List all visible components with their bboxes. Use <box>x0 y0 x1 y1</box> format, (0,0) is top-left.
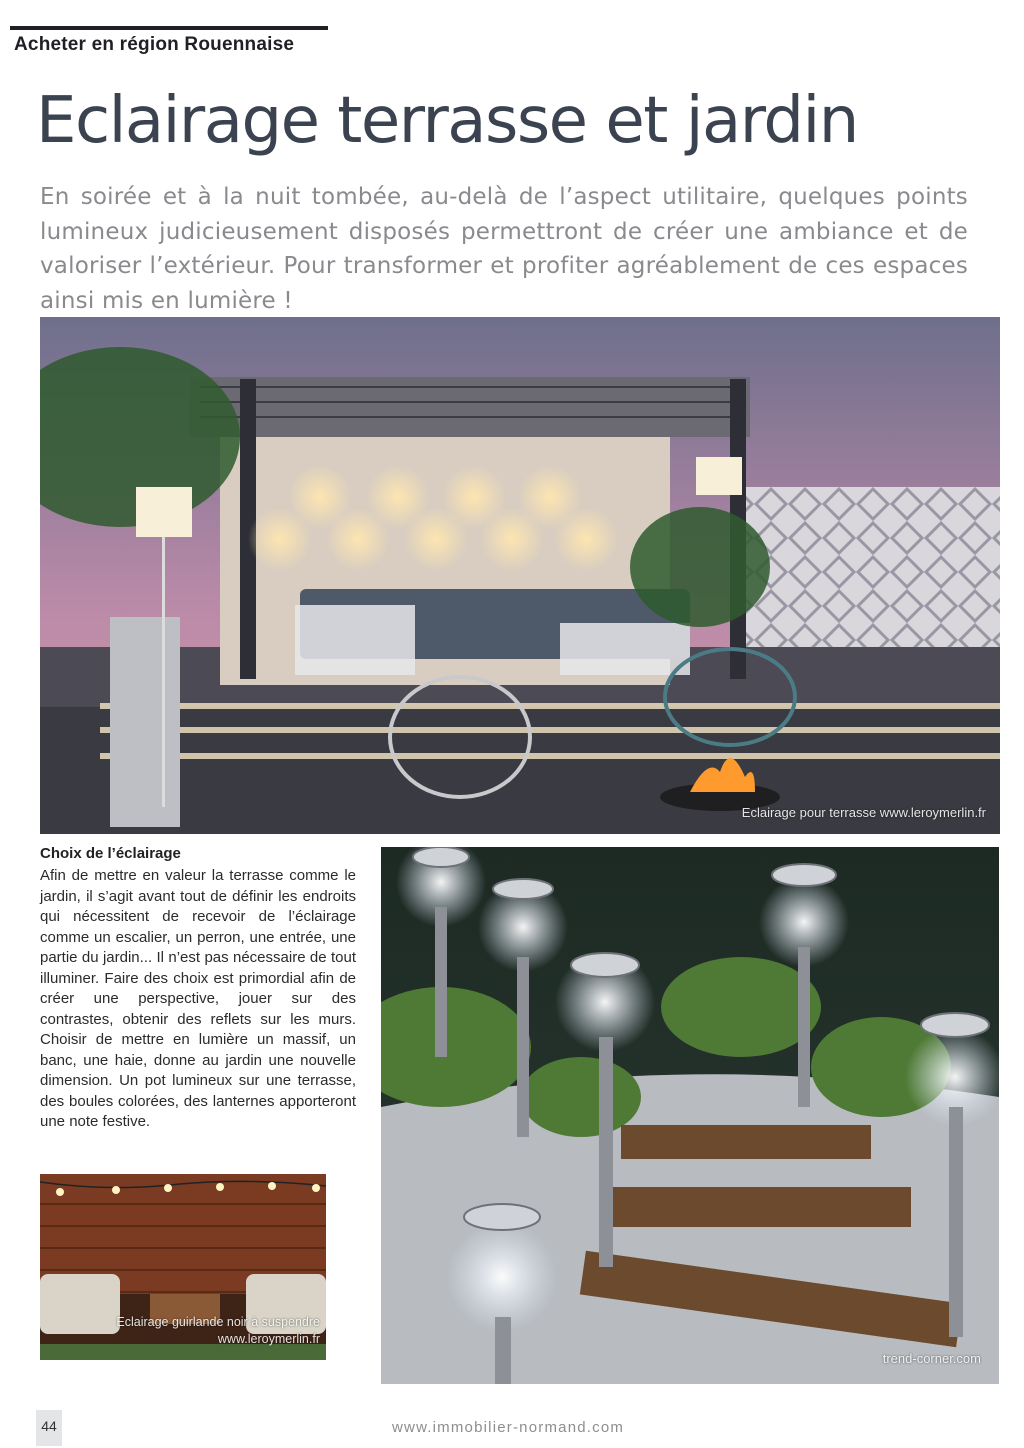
intro-paragraph: En soirée et à la nuit tombée, au-delà de l’aspect utilitaire, quelques points lumineux judicieusement disposés permettront de créer une ambiance et de valoriser l’extérieur. Pour transformer et profiter agréablement de ces espaces ainsi mis en lumière ! <box>40 184 968 314</box>
solar-photo-caption: trend-corner.com <box>882 1351 981 1366</box>
article-body: Afin de mettre en valeur la terrasse comme le jardin, il s’agit avant tout de définir les endroits qui nécessitent de recevoir de l’éclairage comme un escalier, un perron, une entrée, une partie du jardin... Il n’est pas nécessaire de tout illuminer. Faire des choix est primordial afin de créer une perspective, jouer sur des contrastes, obtenir des reflets sur les murs. Choisir de mettre en lumière un massif, un banc, une haie, donne au jardin une nouvelle dimension. Un pot lumineux sur une terrasse, des boules colorées, des lanternes apporteront une note festive. <box>40 867 356 1130</box>
garland-photo <box>40 1174 326 1360</box>
page-title: Eclairage terrasse et jardin <box>36 84 858 158</box>
footer-url: www.immobilier-normand.com <box>392 1419 625 1436</box>
article-heading: Choix de l’éclairage <box>40 845 181 862</box>
page-number: 44 <box>41 1418 57 1434</box>
solar-lights-photo <box>381 847 999 1384</box>
section-label: Acheter en région Rouennaise <box>14 34 295 55</box>
garland-caption-line-1: Eclairage guirlande noir à suspendre <box>116 1315 320 1329</box>
header-rule <box>10 26 328 30</box>
terrace-photo <box>40 317 1000 834</box>
terrace-photo-caption: Eclairage pour terrasse www.leroymerlin.fr <box>741 805 986 820</box>
garland-caption-line-2: www.leroymerlin.fr <box>217 1332 320 1346</box>
page-number-box <box>36 1410 62 1446</box>
garland-photo-caption <box>116 1314 320 1348</box>
